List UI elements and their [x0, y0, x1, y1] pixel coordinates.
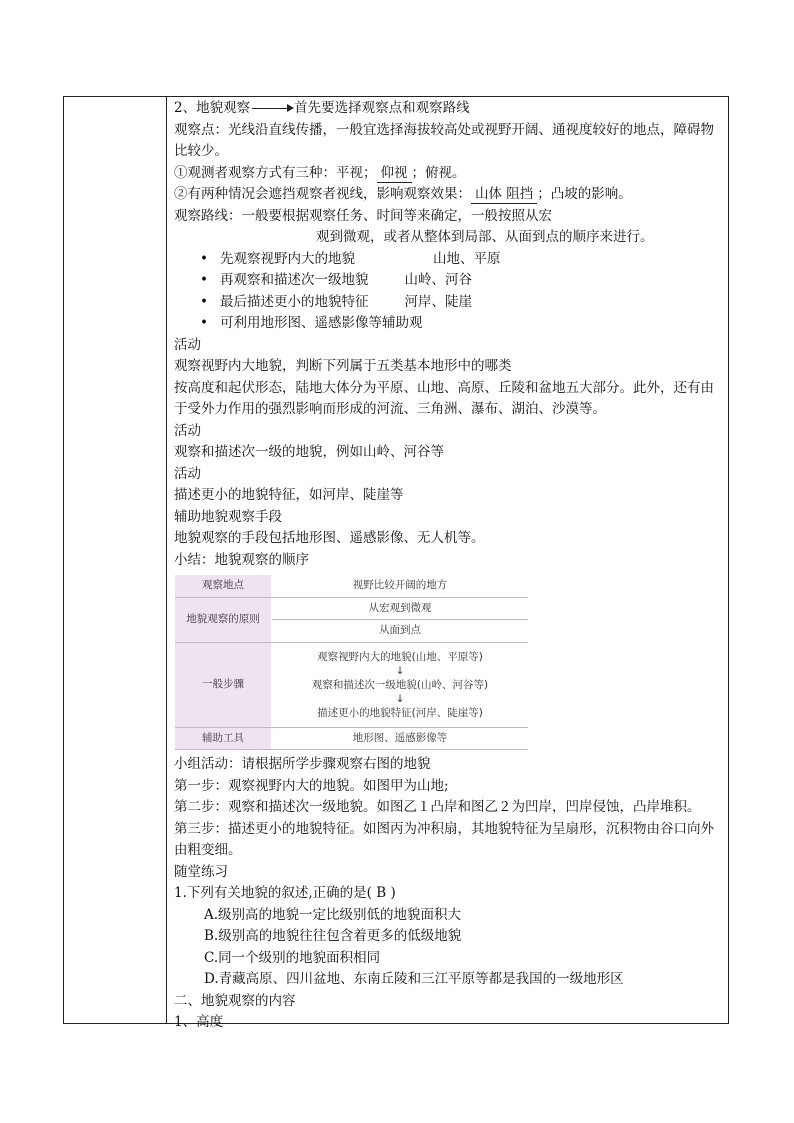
step-three-text: 第三步：描述更小的地貌特征。如图丙为冲积扇，其地貌特征为呈扇形，沉积物由谷口向外由粗变细。: [174, 820, 714, 858]
view-modes: [174, 163, 726, 185]
aux-text: 地貌观察的手段包括地形图、遥感影像、无人机等。: [174, 530, 485, 546]
aux-heading: 辅助地貌观察手段: [174, 508, 282, 525]
bullet-item: [174, 270, 726, 292]
summary-label-steps: 一般步骤: [175, 642, 272, 727]
section-2-heading: 二、地貌观察的内容: [174, 992, 296, 1009]
summary-label-principle: 地貌观察的原则: [175, 597, 272, 642]
activity-label: 活动: [174, 422, 201, 439]
summary-value-tools: 地形图、遥感影像等: [272, 727, 529, 750]
bullet-item: [174, 313, 726, 335]
bullet-text: 可利用地形图、遥感影像等辅助观: [220, 315, 423, 331]
practice-heading: 随堂练习: [174, 863, 228, 880]
summary-label-location: 观察地点: [175, 575, 272, 597]
arrow-right-icon: [252, 108, 292, 109]
step-2: 观察和描述次一级地貌(山岭、河谷等): [311, 678, 489, 691]
summary-heading: 小结：地貌观察的顺序: [174, 551, 309, 568]
bullet-icon: •: [200, 250, 208, 267]
down-arrow-icon: ↓: [395, 664, 405, 677]
view-modes-suffix: ；俯视。: [411, 164, 466, 181]
activity-label: 活动: [174, 465, 201, 482]
bullet-icon: •: [200, 272, 208, 288]
summary-value-location: 视野比较开阔的地方: [272, 575, 529, 597]
bullet-item: [174, 249, 726, 271]
activity-text: 描述更小的地貌特征，如河岸、陡崖等: [174, 487, 404, 503]
bullet-icon: •: [200, 315, 208, 331]
heading-note: 首先要选择观察点和观察路线: [294, 100, 470, 116]
blank-answer-look-up: 仰视: [377, 165, 412, 183]
section-2-sub: 1、高度: [174, 1014, 224, 1030]
group-activity: 小组活动：请根据所学步骤观察右图的地貌: [174, 756, 431, 772]
summary-value-steps: [272, 642, 529, 727]
summary-value-principle-2: 从面到点: [272, 620, 529, 643]
bullet-example: 山岭、河谷: [404, 272, 472, 288]
route-text-1: 观察路线：一般要根据观察任务、时间等来确定，一般按照从宏: [174, 207, 552, 224]
landform-types-text: 按高度和起伏形态，陆地大体分为平原、山地、高原、丘陵和盆地五大部分。此外，还有由于受外力作用的强烈影响而形成的河流、三角洲、瀑布、湖泊、沙漠等。: [174, 379, 714, 417]
option-b: B.级别高的地貌往往包含着更多的低级地貌: [204, 928, 462, 944]
obstruction-text: [174, 184, 726, 206]
heading-observation: [174, 98, 726, 120]
heading-text: 2、地貌观察: [174, 100, 251, 116]
bullet-example: 河岸、陡崖: [404, 293, 472, 310]
bullet-text: 再观察和描述次一级地貌: [220, 272, 369, 288]
obstruction-prefix: ②有两种情况会遮挡观察者视线，影响观察效果：: [174, 186, 471, 202]
summary-label-tools: 辅助工具: [175, 727, 272, 750]
bullet-example: 山地、平原: [433, 250, 501, 267]
view-modes-prefix: ①观测者观察方式有三种：平视；: [174, 164, 377, 181]
route-text-2: 观到微观，或者从整体到局部、从面到点的顺序来进行。: [316, 229, 654, 245]
step-one-text: 第一步：观察视野内大的地貌。如图甲为山地;: [174, 777, 449, 794]
summary-table: [175, 575, 528, 750]
step-3: 描述更小的地貌特征(河岸、陡崖等): [317, 706, 483, 719]
down-arrow-icon: ↓: [395, 692, 405, 705]
option-c: C.同一个级别的地貌面积相同: [204, 949, 381, 966]
bullet-icon: •: [200, 293, 208, 310]
activity-text: 观察和描述次一级的地貌，例如山岭、河谷等: [174, 444, 444, 460]
question-1: 1.下列有关地貌的叙述,正确的是( B ): [174, 885, 396, 901]
observation-point-text: 观察点：光线沿直线传播，一般宜选择海拔较高处或视野开阔、通视度较好的地点，障碍物比较少。: [174, 121, 714, 159]
activity-text: 观察视野内大地貌，判断下列属于五类基本地形中的哪类: [174, 358, 512, 374]
obstruction-suffix: ；凸坡的影响。: [537, 186, 632, 202]
step-1: 观察视野内大的地貌(山地、平原等): [317, 650, 483, 663]
option-a: A.级别高的地貌一定比级别低的地貌面积大: [204, 906, 462, 923]
step-two-text: 第二步：观察和描述次一级地貌。如图乙１凸岸和图乙２为凹岸，凹岸侵蚀，凸岸堆积。: [174, 799, 701, 815]
column-divider: [166, 96, 167, 1024]
bullet-item: [174, 292, 726, 314]
bullet-text: 最后描述更小的地貌特征: [220, 293, 369, 310]
option-d: D.青藏高原、四川盆地、东南丘陵和三江平原等都是我国的一级地形区: [204, 971, 624, 987]
summary-value-principle-1: 从宏观到微观: [272, 597, 529, 620]
bullet-text: 先观察视野内大的地貌: [220, 250, 355, 267]
content-column: [174, 98, 726, 1034]
blank-answer-mountain: 山体 阻挡: [471, 186, 537, 204]
activity-label: 活动: [174, 336, 201, 353]
